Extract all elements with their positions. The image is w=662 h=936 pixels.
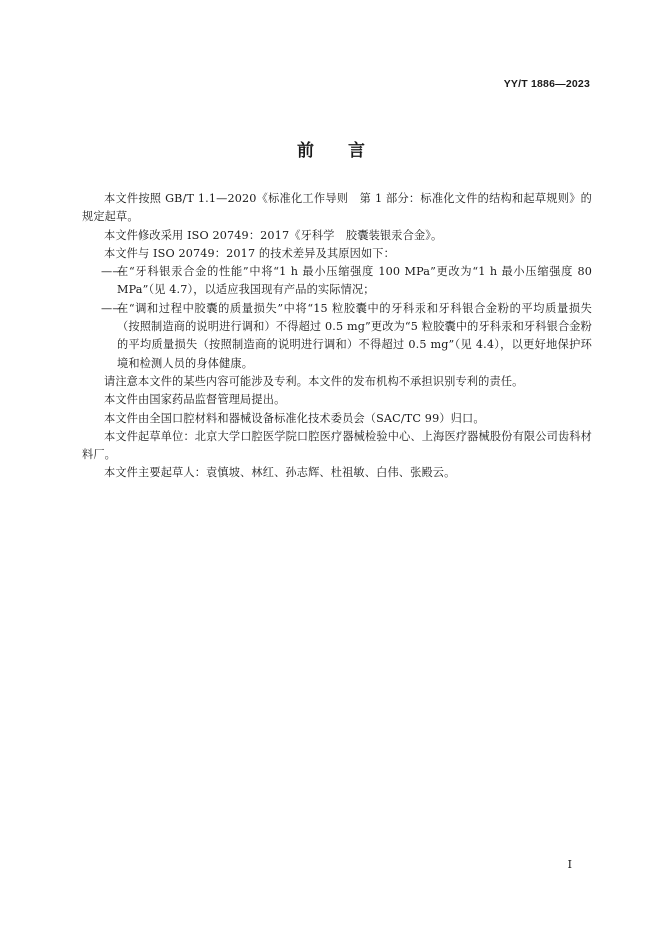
foreword-body: [82, 190, 592, 483]
paragraph-drafting-units: 本文件起草单位：北京大学口腔医学院口腔医疗器械检验中心、上海医疗器械股份有限公司齿科材料厂。: [82, 429, 592, 462]
paragraph-patent-notice: 请注意本文件的某些内容可能涉及专利。本文件的发布机构不承担识别专利的责任。: [104, 374, 524, 388]
paragraph-technical-differences: 本文件与 ISO 20749：2017 的技术差异及其原因如下：: [104, 246, 395, 260]
paragraph-drafting-rules: 本文件按照 GB/T 1.1—2020《标准化工作导则 第 1 部分：标准化文件的结构和起草规则》的规定起草。: [82, 192, 592, 224]
standard-number: YY/T 1886—2023: [503, 78, 590, 90]
paragraph-modified-adoption: 本文件修改采用 ISO 20749：2017《牙科学 胶囊装银汞合金》。: [104, 228, 443, 242]
paragraph-under-jurisdiction: 本文件由全国口腔材料和器械设备标准化技术委员会（SAC/TC 99）归口。: [104, 411, 485, 425]
list-dash: ——: [101, 265, 124, 279]
list-dash: ——: [101, 301, 124, 315]
list-item: [82, 300, 592, 373]
paragraph-drafters: 本文件主要起草人：袁慎坡、林红、孙志辉、杜祖敏、白伟、张殿云。: [104, 466, 456, 480]
paragraph-proposed-by: 本文件由国家药品监督管理局提出。: [104, 393, 286, 407]
list-item: [82, 263, 592, 300]
page-number: I: [567, 858, 572, 871]
page-title: 前言: [297, 141, 399, 161]
list-item-text: 在“牙科银汞合金的性能”中将“1 h 最小压缩强度 100 MPa”更改为“1 h 最小压缩强度 80 MPa”（见 4.7），以适应我国现有产品的实际情况；: [117, 265, 592, 297]
list-item-text: 在“调和过程中胶囊的质量损失”中将“15 粒胶囊中的牙科汞和牙科银合金粉的平均质量损失（按照制造商的说明进行调和）不得超过 0.5 mg”更改为“5 粒胶囊中的牙科汞和牙科银合金粉的平均质量损失（按照制造商的说明进行调和）不得超过 0.5 mg”（见 4.4），以更好地保护环境和检测人员的身体健康。: [117, 301, 592, 370]
